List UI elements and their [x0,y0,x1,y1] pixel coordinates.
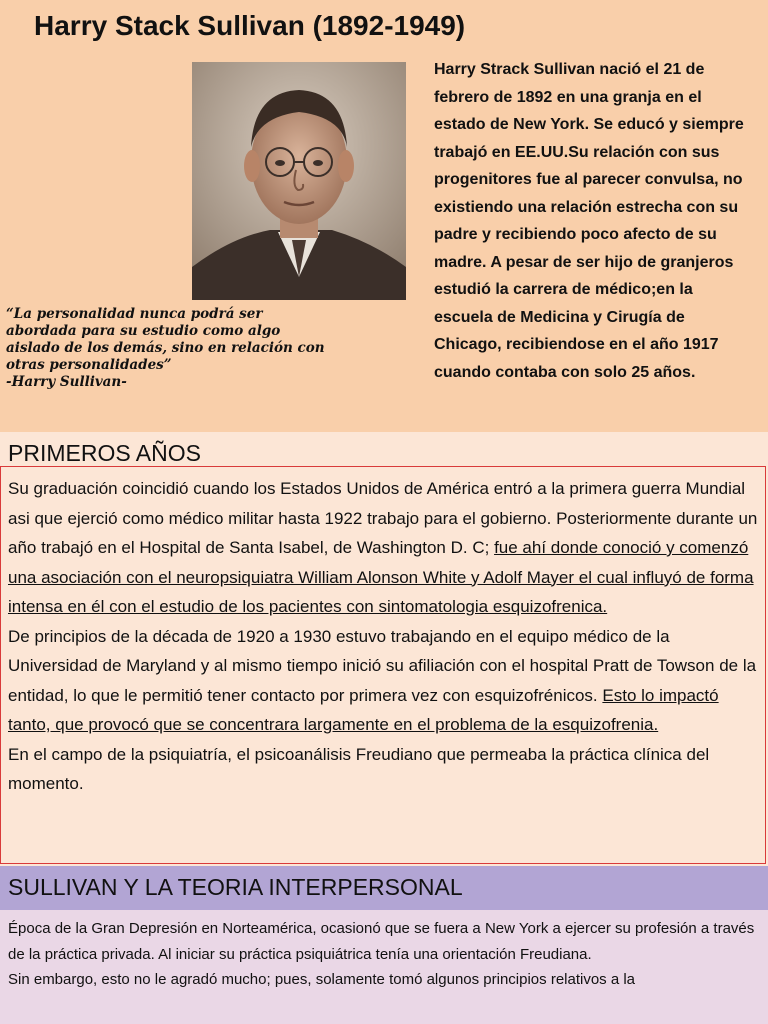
theory-heading: SULLIVAN Y LA TEORIA INTERPERSONAL [8,874,463,900]
early-years-p1-underlined: fue ahí donde conoció y comenzó una asociación con el neuropsiquiatra William Alonson White y Adolf Mayer el cual influyó de forma intensa en él con el estudio de los pacientes con sintomatologia esquizofrenica. [8,538,754,616]
portrait-illustration [192,62,406,300]
intro-section [0,0,768,432]
early-years-section [0,432,768,866]
theory-paragraph-2: Sin embargo, esto no le agradó mucho; pues, solamente tomó algunos principios relativos a la [8,971,636,988]
early-years-body [8,474,760,799]
theory-body [8,916,764,993]
early-years-heading: PRIMEROS AÑOS [8,440,201,466]
quote-text: “La personalidad nunca podrá ser abordada para su estudio como algo aislado de los demás, sino en relación con otras personalidades” [6,306,325,373]
early-years-paragraph-1 [8,474,760,622]
early-years-p2-text: De principios de la década de 1920 a 1930 estuvo trabajando en el equipo médico de la Universidad de Maryland y al mismo tiempo inició su afiliación con el hospital Pratt de Towson de la entidad, lo que le permitió tener contacto por primera vez con esquizofrénicos. [8,626,757,705]
quote-block [6,306,326,391]
early-years-paragraph-2 [8,622,760,740]
theory-header-band [0,866,768,910]
biography-text: Harry Strack Sullivan nació el 21 de febrero de 1892 en una granja en el estado de New York. Se educó y siempre trabajó en EE.UU.Su relación con sus progenitores fue al parecer convulsa, no existiendo una relación estrecha con su padre y recibiendo poco afecto de su madre. A pesar de ser hijo de granjeros estudió la carrera de médico;en la escuela de Medicina y Cirugía de Chicago, recibiendose en el año 1917 cuando contaba con solo 25 años. [434,61,744,381]
quote-author: -Harry Sullivan- [6,374,127,390]
early-years-p1-text: Su graduación coincidió cuando los Estados Unidos de América entró a la primera guerra Mundial asi que ejerció como médico militar hasta 1922 trabajo para el gobierno. Posteriormente durante un año trabajó en el Hospital de Santa Isabel, de Washington D. C; [8,479,758,557]
theory-paragraph-1: Época de la Gran Depresión en Norteamérica, ocasionó que se fuera a New York a ejercer su profesión a través de la práctica privada. Al iniciar su práctica psiquiátrica tenía una orientación Freudiana. [8,920,755,963]
portrait-photo [192,62,406,300]
early-years-paragraph-3: En el campo de la psiquiatría, el psicoanálisis Freudiano que permeaba la práctica clínica del momento. [8,744,710,793]
page-title: Harry Stack Sullivan (1892-1949) [34,10,466,41]
early-years-p2-underlined: Esto lo impactó tanto, que provocó que se concentrara largamente en el problema de la esquizofrenia. [8,685,719,734]
theory-section [0,910,768,1024]
